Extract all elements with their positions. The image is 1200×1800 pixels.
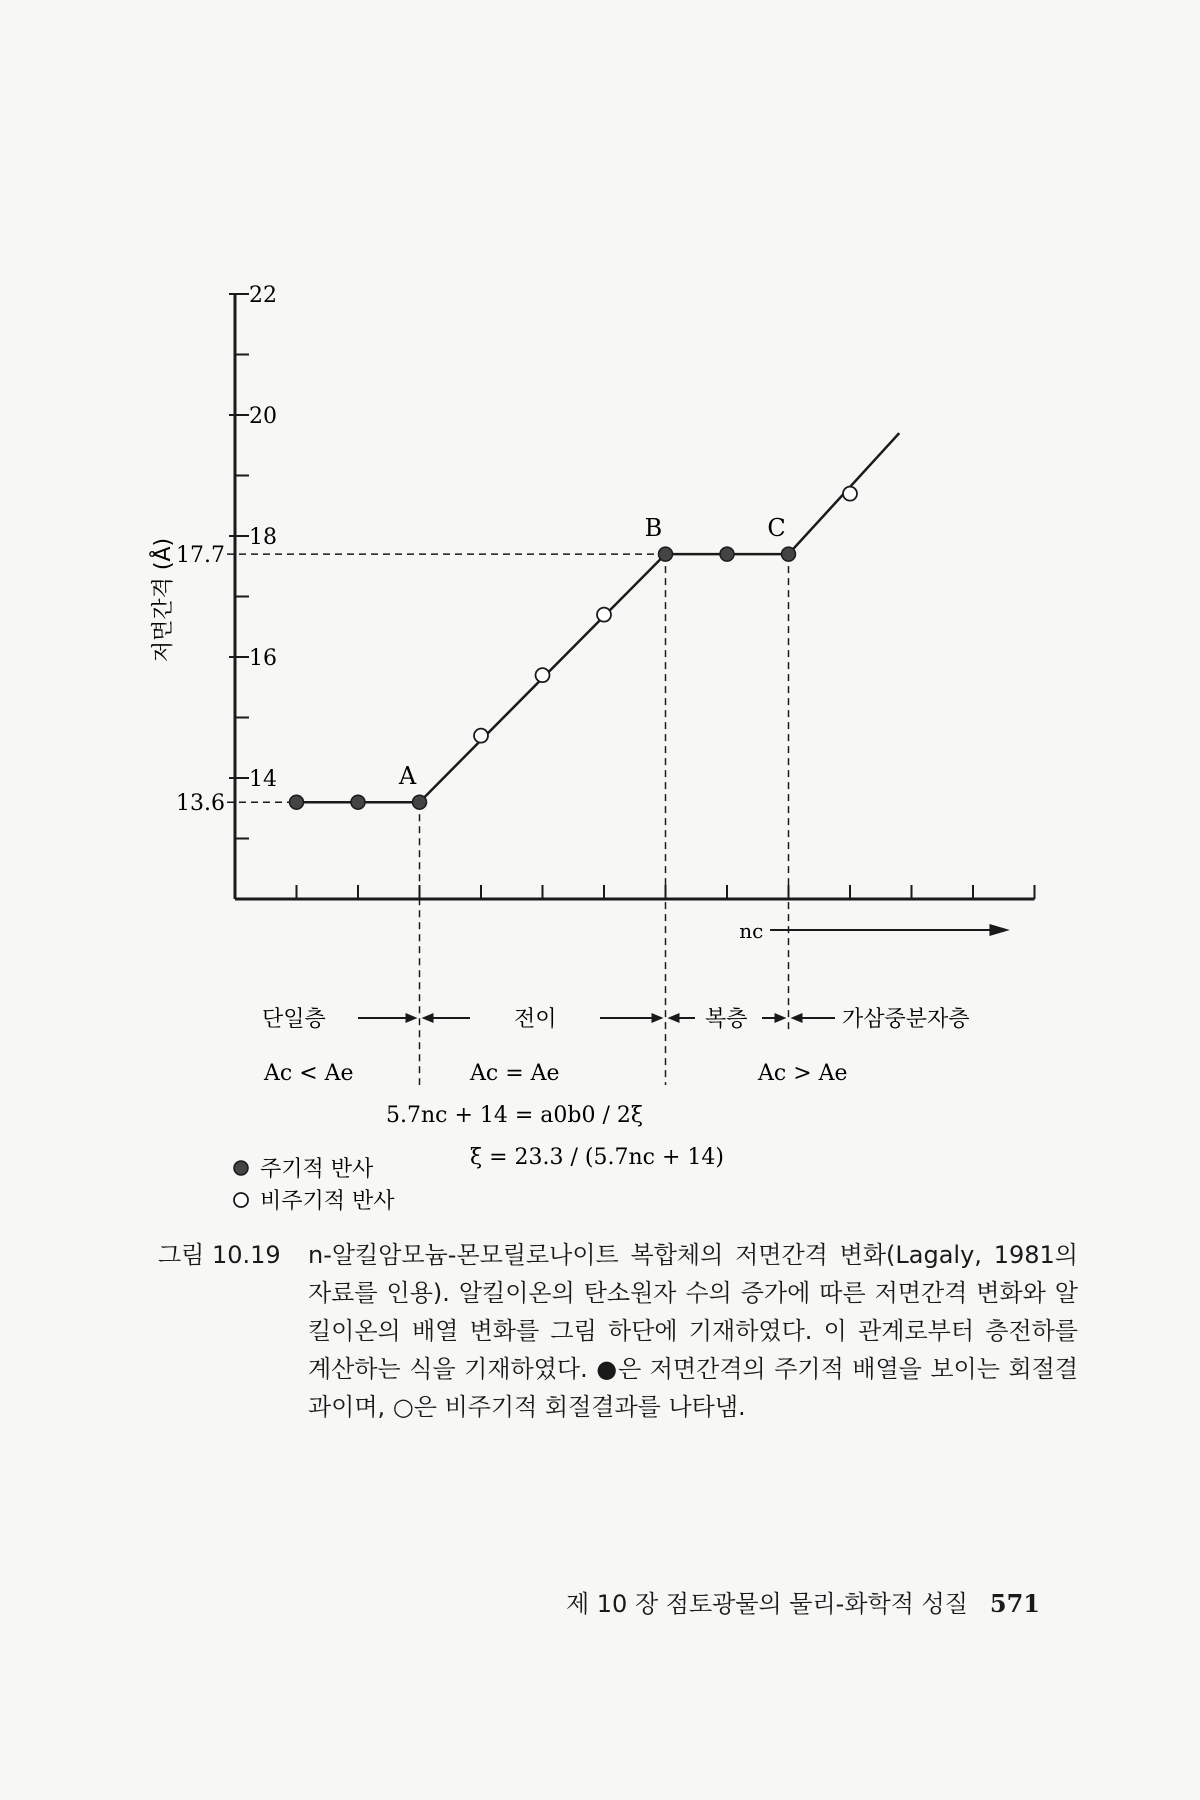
y-tick-label: 16 (249, 646, 277, 671)
open-marker (843, 487, 857, 501)
page-footer (520, 1584, 1040, 1619)
y-tick-label: 14 (249, 767, 277, 792)
y-tick-label: 18 (249, 525, 277, 550)
filled-marker (782, 547, 796, 561)
page-number: 571 (989, 1589, 1040, 1618)
filled-marker (413, 795, 427, 809)
x-axis-arrowhead (989, 924, 1009, 936)
legend-label: 비주기적 반사 (260, 1189, 395, 1214)
region-arrowhead (791, 1013, 803, 1023)
point-label: B (644, 514, 663, 543)
caption-text: n-알킬암모늄-몬모릴로나이트 복합체의 저면간격 변화(Lagaly, 1981의 자료를 인용). 알킬이온의 탄소원자 수의 증가에 따른 저면간격 변화와 알킬이온의 배열 변화를 그림 하단에 기재하였다. 이 관계로부터 층전하를 계산하는 식을 기재하였다. ●은 저면간격의 주기적 배열을 보이는 회절결과이며, ○은 비주기적 회절결과를 나타냄. (308, 1241, 1078, 1421)
region-condition: Ac = Ae (470, 1061, 560, 1086)
y-axis-title: 저면간격 (Å) (151, 537, 176, 663)
open-marker (536, 668, 550, 682)
open-marker (474, 729, 488, 743)
region-arrowhead (406, 1013, 418, 1023)
region-label: 가삼중분자층 (842, 1007, 970, 1032)
filled-marker (351, 795, 365, 809)
region-annotations (234, 1007, 970, 1214)
region-arrowhead (668, 1013, 680, 1023)
legend-open-marker (234, 1193, 248, 1207)
caption-label: 그림 10.19 (158, 1241, 281, 1269)
region-label: 단일층 (262, 1007, 326, 1032)
equation: 5.7nc + 14 = a0b0 / 2ξ (386, 1103, 644, 1128)
equation: ξ = 23.3 / (5.7nc + 14) (470, 1145, 724, 1170)
region-arrowhead (422, 1013, 434, 1023)
reference-line-label: 17.7 (176, 543, 225, 569)
point-label: A (398, 762, 417, 791)
open-marker (597, 608, 611, 622)
y-tick-label: 22 (249, 283, 277, 308)
filled-marker (720, 547, 734, 561)
region-condition: Ac > Ae (758, 1061, 848, 1086)
x-axis-title: nc (739, 919, 764, 943)
reference-line-label: 13.6 (176, 791, 225, 817)
legend-filled-marker (234, 1161, 248, 1175)
filled-marker (659, 547, 673, 561)
point-label: C (767, 514, 786, 543)
chapter-title: 제 10 장 점토광물의 물리-화학적 성질 (565, 1590, 968, 1618)
region-label: 전이 (514, 1007, 557, 1032)
filled-marker (290, 795, 304, 809)
y-tick-label: 20 (249, 404, 277, 429)
reference-lines (176, 543, 788, 1085)
region-arrowhead (775, 1013, 787, 1023)
region-arrowhead (652, 1013, 664, 1023)
region-label: 복층 (705, 1007, 748, 1032)
axes (149, 283, 1035, 943)
legend-label: 주기적 반사 (260, 1157, 374, 1182)
region-condition: Ac < Ae (264, 1061, 354, 1086)
figure-caption (158, 1236, 1078, 1426)
